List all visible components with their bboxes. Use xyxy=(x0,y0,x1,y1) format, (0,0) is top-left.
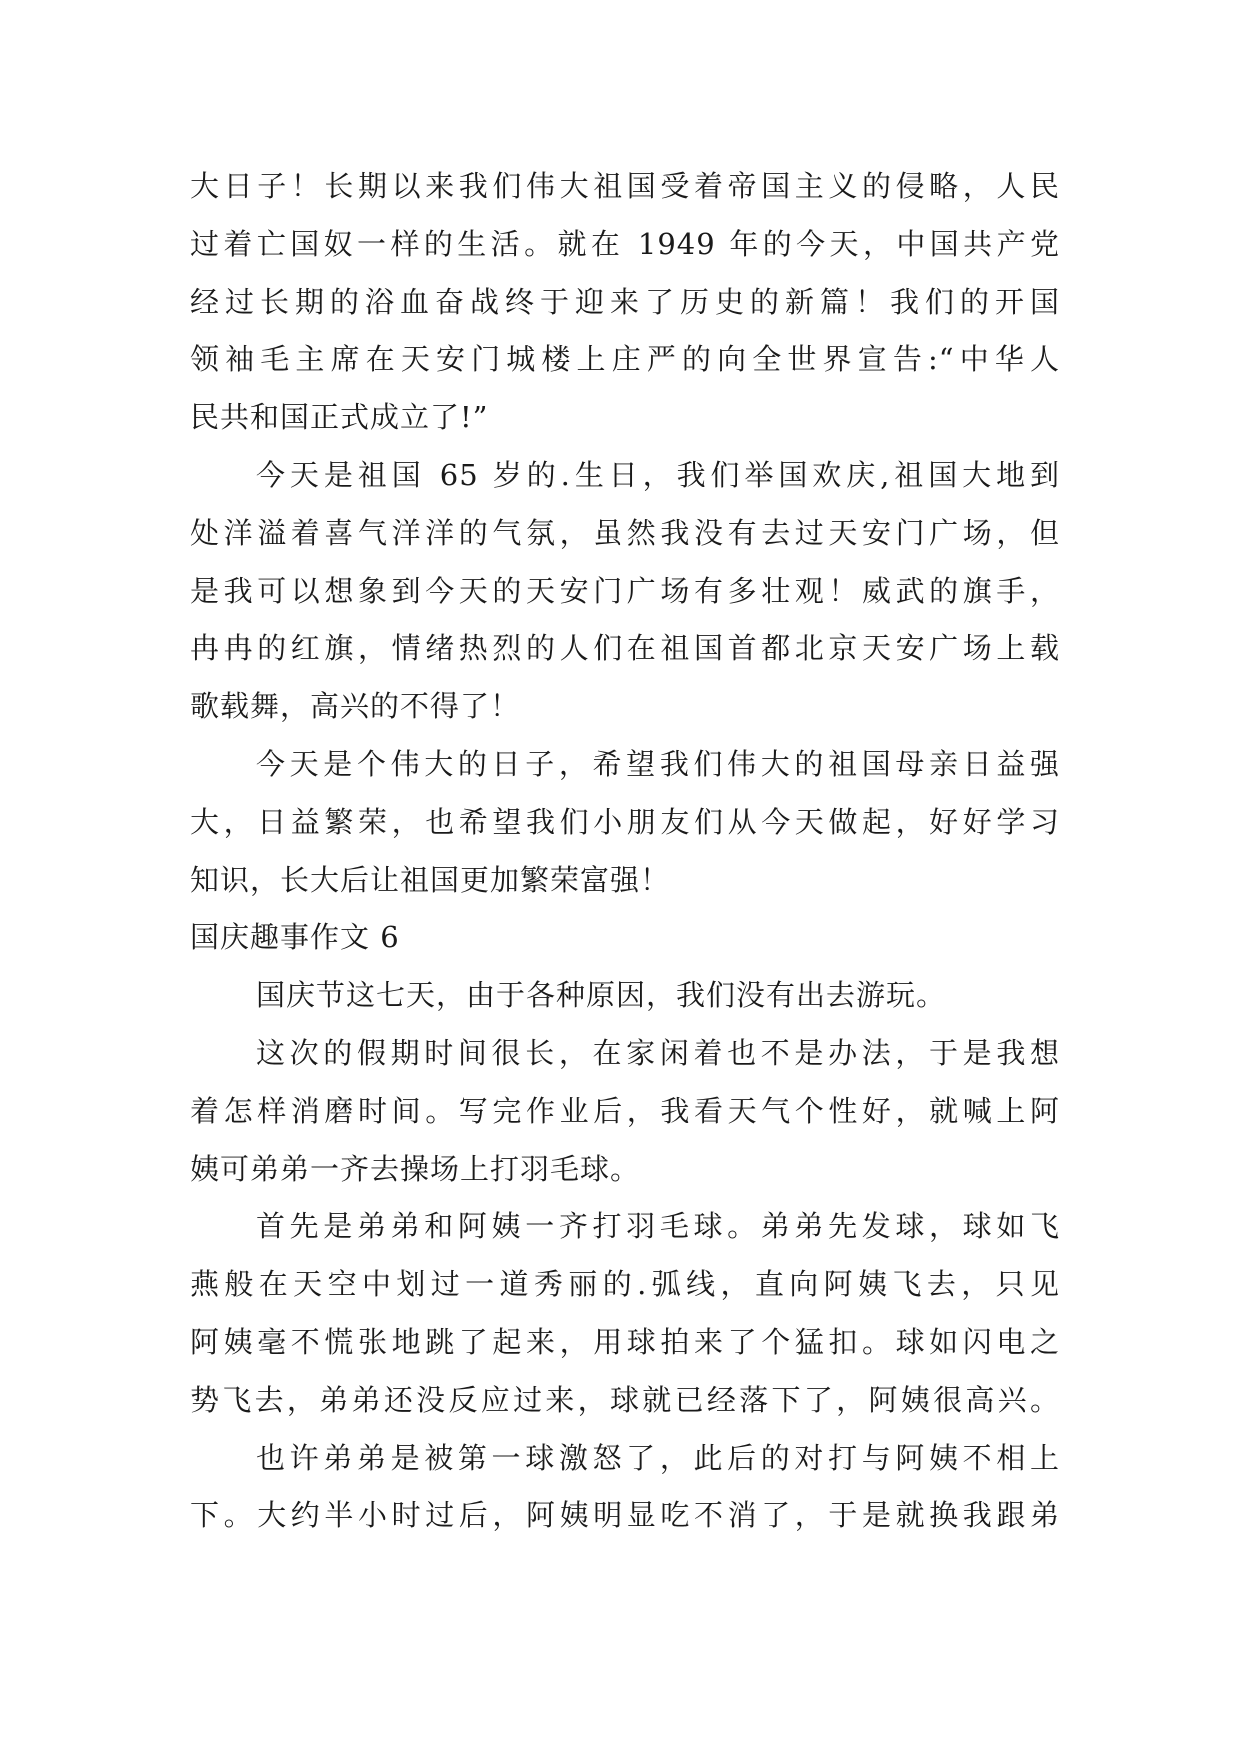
text-line: 也许弟弟是被第一球激怒了，此后的对打与阿姨不相上 xyxy=(256,1440,1060,1475)
text-line: 大，日益繁荣，也希望我们小朋友们从今天做起，好好学习 xyxy=(190,804,1060,839)
body-text xyxy=(190,158,1060,1545)
text-line: 是我可以想象到今天的天安门广场有多壮观！威武的旗手， xyxy=(190,573,1060,608)
text-line: 着怎样消磨时间。写完作业后，我看天气个性好，就喊上阿 xyxy=(190,1093,1060,1128)
text-line: 势飞去，弟弟还没反应过来，球就已经落下了，阿姨很高兴。 xyxy=(190,1382,1060,1417)
text-line: 下。大约半小时过后，阿姨明显吃不消了，于是就换我跟弟 xyxy=(190,1498,1060,1533)
text-line: 民共和国正式成立了!” xyxy=(190,400,489,435)
text-line: 经过长期的浴血奋战终于迎来了历史的新篇！我们的开国 xyxy=(190,284,1060,319)
text-line: 燕般在天空中划过一道秀丽的.弧线，直向阿姨飞去，只见 xyxy=(190,1267,1060,1302)
text-line: 阿姨毫不慌张地跳了起来，用球拍来了个猛扣。球如闪电之 xyxy=(190,1324,1060,1359)
text-line: 冉冉的红旗，情绪热烈的人们在祖国首都北京天安广场上载 xyxy=(190,631,1060,666)
text-line: 领袖毛主席在天安门城楼上庄严的向全世界宣告:“中华人 xyxy=(190,342,1060,377)
text-line: 这次的假期时间很长，在家闲着也不是办法，于是我想 xyxy=(256,1035,1060,1070)
text-line: 姨可弟弟一齐去操场上打羽毛球。 xyxy=(190,1151,641,1186)
text-line: 大日子！长期以来我们伟大祖国受着帝国主义的侵略，人民 xyxy=(190,169,1060,203)
text-line: 国庆节这七天，由于各种原因，我们没有出去游玩。 xyxy=(256,978,947,1013)
text-line: 处洋溢着喜气洋洋的气氛，虽然我没有去过天安门广场，但 xyxy=(190,515,1060,550)
text-line: 过着亡国奴一样的生活。就在 1949 年的今天，中国共产党 xyxy=(190,226,1060,261)
section-heading: 国庆趣事作文 6 xyxy=(190,920,400,955)
text-line: 歌载舞，高兴的不得了！ xyxy=(190,689,521,724)
text-line: 首先是弟弟和阿姨一齐打羽毛球。弟弟先发球，球如飞 xyxy=(256,1209,1060,1244)
text-line: 知识，长大后让祖国更加繁荣富强！ xyxy=(190,862,671,897)
text-line: 今天是祖国 65 岁的.生日，我们举国欢庆,祖国大地到 xyxy=(256,457,1060,492)
text-line: 今天是个伟大的日子，希望我们伟大的祖国母亲日益强 xyxy=(256,746,1060,781)
